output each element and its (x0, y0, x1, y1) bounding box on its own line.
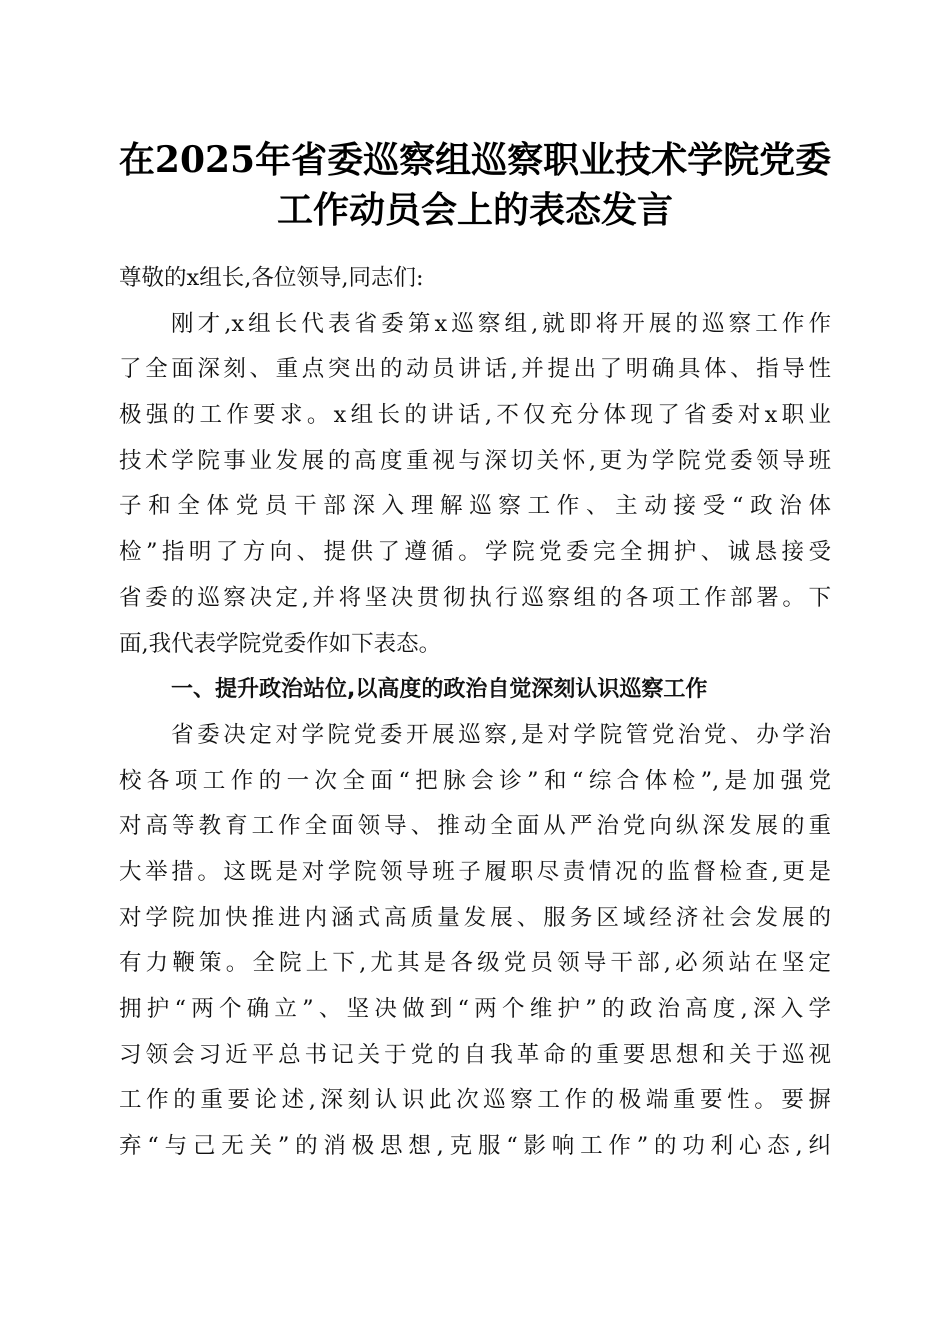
text-line: 对学院加快推进内涵式高质量发展、服务区域经济社会发展的 (119, 904, 831, 931)
title-line-2: 工作动员会上的表态发言 (276, 189, 673, 231)
text-line: 习领会习近平总书记关于党的自我革命的重要思想和关于巡视 (119, 1041, 831, 1068)
title-line-1: 在2025年省委巡察组巡察职业技术学院党委 (118, 139, 832, 181)
text-line: 技术学院事业发展的高度重视与深切关怀,更为学院党委领导班 (119, 447, 831, 474)
text-line: 检”指明了方向、提供了遵循。学院党委完全拥护、诚恳接受 (119, 539, 831, 566)
text-line: 有力鞭策。全院上下,尤其是各级党员领导干部,必须站在坚定 (119, 950, 831, 977)
text-line: 校各项工作的一次全面“把脉会诊”和“综合体检”,是加强党 (119, 767, 831, 794)
text-line: 大举措。这既是对学院领导班子履职尽责情况的监督检查,更是 (119, 858, 831, 885)
text-line: 子和全体党员干部深入理解巡察工作、主动接受“政治体 (119, 493, 831, 520)
text-line: 刚才,x组长代表省委第x巡察组,就即将开展的巡察工作作 (171, 310, 831, 337)
text-line: 对高等教育工作全面领导、推动全面从严治党向纵深发展的重 (119, 813, 831, 840)
text-line: 了全面深刻、重点突出的动员讲话,并提出了明确具体、指导性 (119, 356, 831, 383)
text-line: 省委的巡察决定,并将坚决贯彻执行巡察组的各项工作部署。下 (119, 584, 831, 611)
text-line: 省委决定对学院党委开展巡察,是对学院管党治党、办学治 (171, 721, 831, 748)
text-line: 拥护“两个确立”、坚决做到“两个维护”的政治高度,深入学 (119, 996, 831, 1022)
text-line: 弃“与己无关”的消极思想,克服“影响工作”的功利心态,纠 (119, 1133, 831, 1160)
page-title (100, 135, 850, 235)
document-body (119, 256, 831, 1170)
text-line: 工作的重要论述,深刻认识此次巡察工作的极端重要性。要摒 (119, 1087, 831, 1114)
text-line: 尊敬的x组长,各位领导,同志们: (119, 265, 424, 291)
text-line: 面,我代表学院党委作如下表态。 (119, 630, 442, 657)
text-line: 极强的工作要求。x组长的讲话,不仅充分体现了省委对x职业 (119, 402, 831, 429)
section-heading: 一、提升政治站位,以高度的政治自觉深刻认识巡察工作 (171, 677, 708, 703)
